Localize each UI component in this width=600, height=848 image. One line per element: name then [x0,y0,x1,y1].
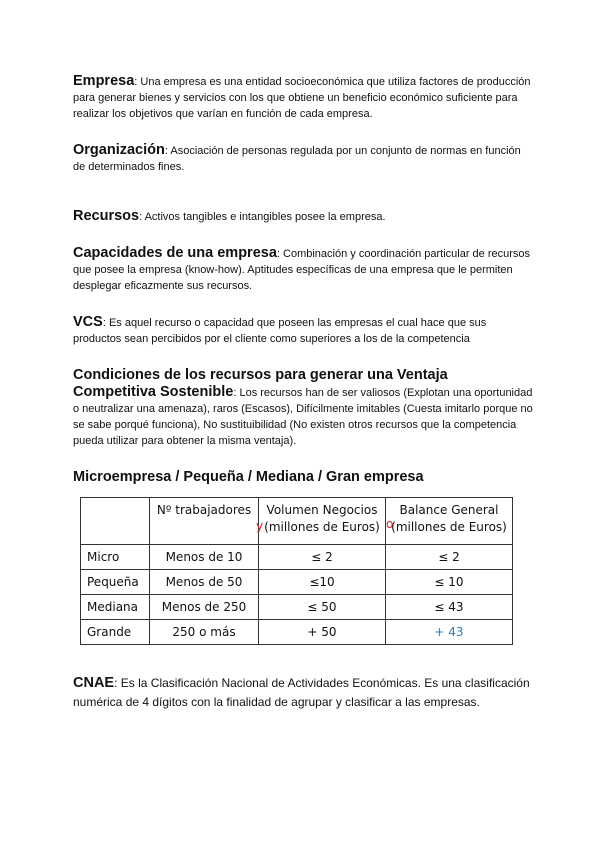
row-balance: ≤ 43 [386,595,513,620]
definition-text: : Activos tangibles e intangibles posee la empresa. [139,211,386,223]
row-workers: Menos de 50 [150,570,259,595]
table-row [81,595,513,620]
header-workers: Nº trabajadores [150,498,259,545]
company-size-table [80,497,513,645]
definition-text: : Los recursos han de ser valiosos (Explotan una oportunidad o neutralizar una amenaza), raros (Escasos), Difícilmente imitables (Cuesta imitarlo porque no se sabe porqué funciona), No sustituibilidad (No existen otros recursos que la competencia pueda utilizar para obtener la misma ventaja). [73,387,533,447]
row-balance: ≤ 2 [386,545,513,570]
definition-empresa [73,73,533,122]
row-name: Pequeña [81,570,150,595]
row-volume: ≤10 [259,570,386,595]
section-heading-condiciones: Condiciones de los recursos para generar una Ventaja [73,367,448,383]
header-balance: Balance General (millones de Euros) [386,498,513,545]
definition-capacidades [73,245,533,294]
row-volume: ≤ 50 [259,595,386,620]
row-workers: 250 o más [150,620,259,645]
definition-text: : Es aquel recurso o capacidad que poseen las empresas el cual hace que sus productos sean percibidos por el cliente como superiores a los de la competencia [73,317,487,345]
row-workers: Menos de 10 [150,545,259,570]
row-volume: + 50 [259,620,386,645]
definition-recursos [73,208,533,225]
definition-vcs [73,314,533,347]
row-name: Micro [81,545,150,570]
definition-text: : Una empresa es una entidad socioeconómica que utiliza factores de producción para generar bienes y servicios con los que obtiene un beneficio económico suficiente para realizar los objetivos que varían en función de cada empresa. [73,76,531,120]
table-row [81,545,513,570]
term-capacidades: Capacidades de una empresa [73,245,277,261]
table-header-row [81,498,513,545]
term-ventaja-competitiva: Competitiva Sostenible [73,384,234,400]
row-name: Grande [81,620,150,645]
term-organizacion: Organización [73,142,165,158]
definition-text: : Es la Clasificación Nacional de Actividades Económicas. Es una clasificación numérica de 4 dígitos con la finalidad de agrupar y clasificar a las empresas. [73,676,530,709]
row-workers: Menos de 250 [150,595,259,620]
row-balance: ≤ 10 [386,570,513,595]
term-vcs: VCS [73,314,103,330]
table-row [81,620,513,645]
definition-organizacion [73,142,533,175]
definition-text: : Asociación de personas regulada por un conjunto de normas en función de determinados fines. [73,145,521,173]
conjunction-o: o [386,517,394,531]
definition-condiciones [73,384,535,449]
term-cnae: CNAE [73,675,115,691]
conjunction-y: y [256,519,264,533]
row-balance: + 43 [386,620,513,645]
table-row [81,570,513,595]
header-empty [81,498,150,545]
header-volume: Volumen Negocios (millones de Euros) [259,498,386,545]
term-empresa: Empresa [73,73,135,89]
row-name: Mediana [81,595,150,620]
definition-cnae [73,674,533,712]
table-title: Microempresa / Pequeña / Mediana / Gran empresa [73,469,424,485]
term-recursos: Recursos [73,208,140,224]
definition-text: : Combinación y coordinación particular de recursos que posee la empresa (know-how). Aptitudes específicas de una empresa que le permiten desplegar eficazmente sus recursos. [73,248,531,292]
row-volume: ≤ 2 [259,545,386,570]
